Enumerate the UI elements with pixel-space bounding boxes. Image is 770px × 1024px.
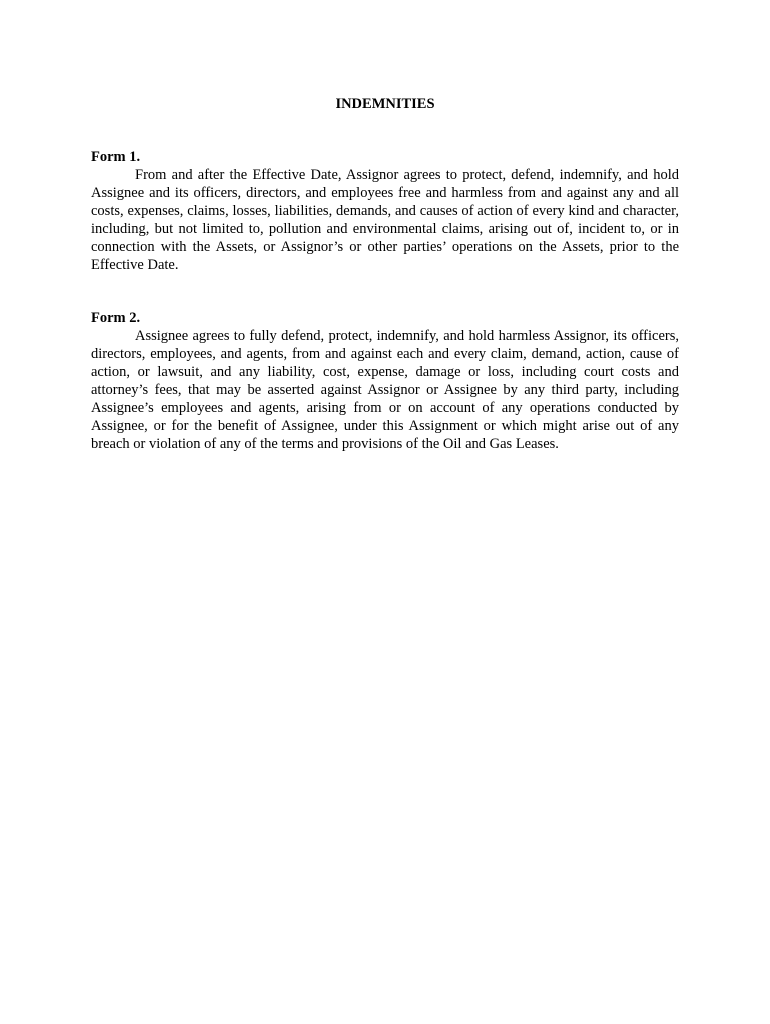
section-heading: Form 2. [91,310,141,326]
section-body: From and after the Effective Date, Assignor agrees to protect, defend, indemnify, and hold Assignee and its officers, directors, and employees free and harmless from and against any and all costs, expenses, claims, losses, liabilities, demands, and causes of action of every kind and character, including, but not limited to, pollution and environmental claims, arising out of, incident to, or in connection with the Assets, or Assignor’s or other parties’ operations on the Assets, prior to the Effective Date. [91,167,679,273]
section-form-2 [91,309,679,453]
section-heading: Form 1. [91,149,141,165]
document-title: INDEMNITIES [335,96,435,112]
section-body: Assignee agrees to fully defend, protect, indemnify, and hold harmless Assignor, its officers, directors, employees, and agents, from and against each and every claim, demand, action, cause of action, or lawsuit, and any liability, cost, expense, damage or loss, including court costs and attorney’s fees, that may be asserted against Assignor or Assignee by any third party, including Assignee’s employees and agents, arising from or on account of any operations conducted by Assignee, or for the benefit of Assignee, under this Assignment or which might arise out of any breach or violation of any of the terms and provisions of the Oil and Gas Leases. [91,328,679,452]
section-form-1 [91,148,679,274]
